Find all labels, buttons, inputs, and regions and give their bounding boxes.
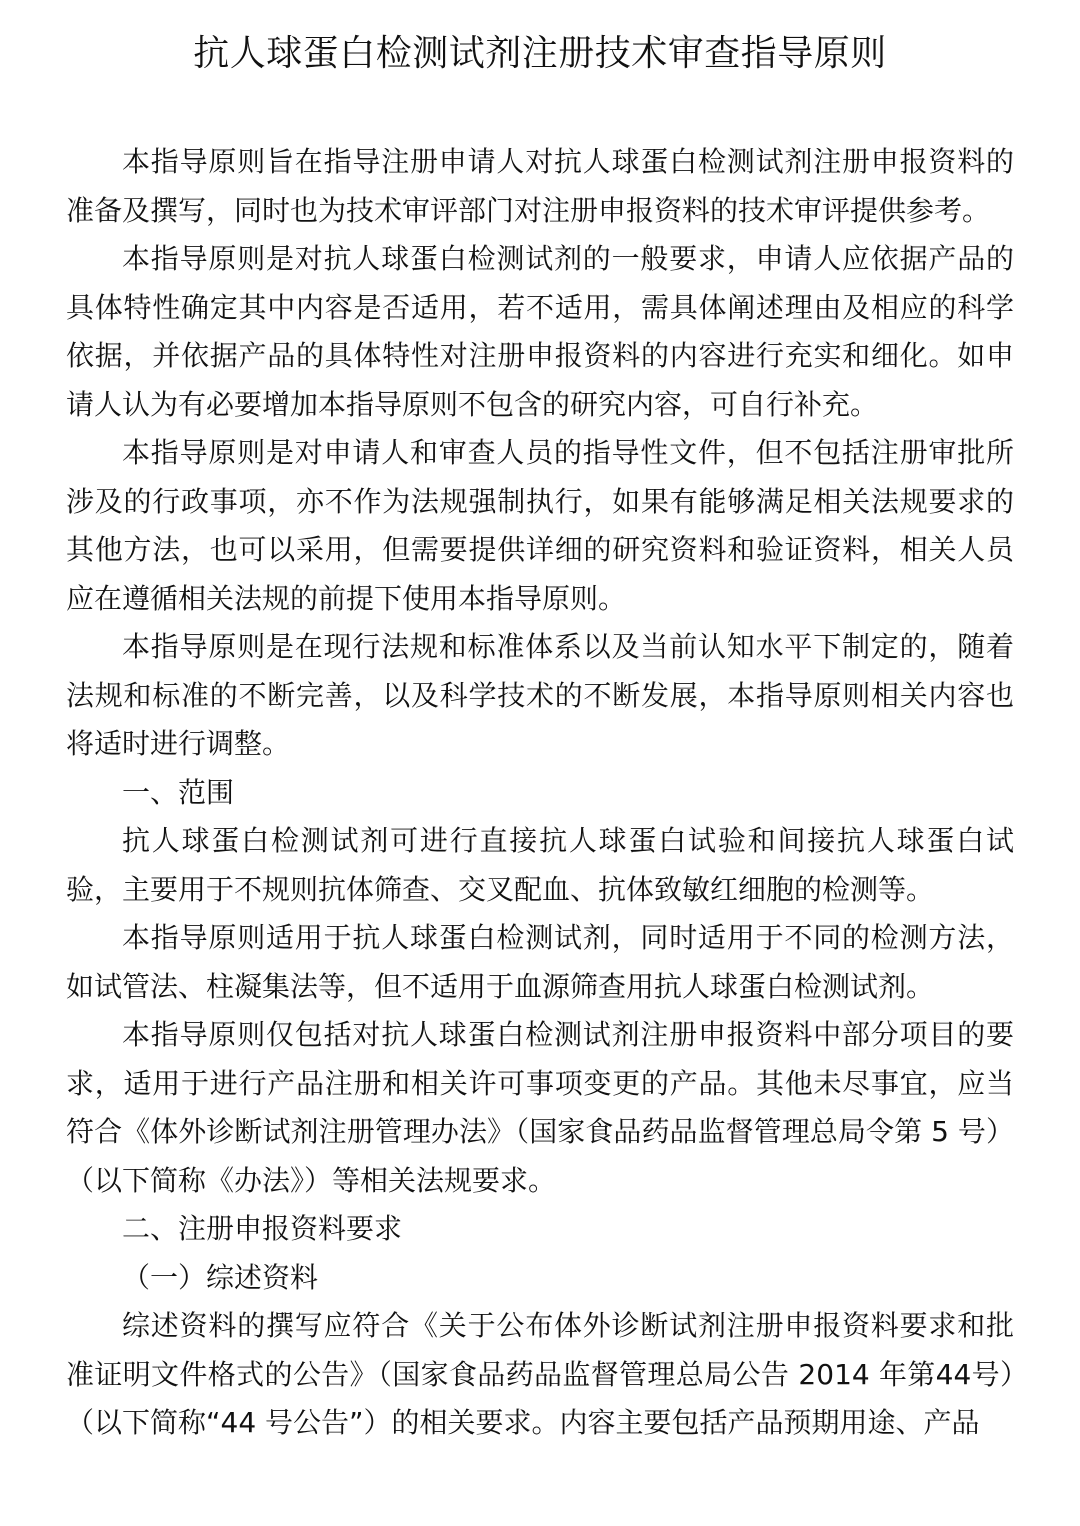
paragraph-adjustment: 本指导原则是在现行法规和标准体系以及当前认知水平下制定的，随着法规和标准的不断完善，以及科学技术的不断发展，本指导原则相关内容也将适时进行调整。 [66,630,1014,760]
paragraph-summary-requirements: 综述资料的撰写应符合《关于公布体外诊断试剂注册申报资料要求和批准证明文件格式的公告》（国家食品药品监督管理总局公告 2014 年第44号）（以下简称“44 号公告”）的相关要求。内容主要包括产品预期用途、产品 [66,1309,1014,1439]
paragraph-guidance-nature: 本指导原则是对申请人和审查人员的指导性文件，但不包括注册审批所涉及的行政事项，亦不作为法规强制执行，如果有能够满足相关法规要求的其他方法，也可以采用，但需要提供详细的研究资料和验证资料，相关人员应在遵循相关法规的前提下使用本指导原则。 [66,436,1014,615]
document-title: 抗人球蛋白检测试剂注册技术审查指导原则 [193,33,887,74]
paragraph-purpose: 本指导原则旨在指导注册申请人对抗人球蛋白检测试剂注册申报资料的准备及撰写，同时也为技术审评部门对注册申报资料的技术审评提供参考。 [66,145,1014,227]
section-heading-scope: 一、范围 [122,775,235,809]
paragraph-test-types: 抗人球蛋白检测试剂可进行直接抗人球蛋白试验和间接抗人球蛋白试验，主要用于不规则抗体筛查、交叉配血、抗体致敏红细胞的检测等。 [66,824,1014,906]
subsection-heading-summary: （一）综述资料 [122,1260,319,1294]
paragraph-coverage: 本指导原则仅包括对抗人球蛋白检测试剂注册申报资料中部分项目的要求，适用于进行产品注册和相关许可事项变更的产品。其他未尽事宜，应当符合《体外诊断试剂注册管理办法》（国家食品药品监督管理总局令第 5 号）（以下简称《办法》）等相关法规要求。 [66,1018,1014,1197]
document-body [66,138,1014,1448]
paragraph-general-requirements: 本指导原则是对抗人球蛋白检测试剂的一般要求，申请人应依据产品的具体特性确定其中内容是否适用，若不适用，需具体阐述理由及相应的科学依据，并依据产品的具体特性对注册申报资料的内容进行充实和细化。如申请人认为有必要增加本指导原则不包含的研究内容，可自行补充。 [66,242,1014,421]
section-heading-registration-requirements: 二、注册申报资料要求 [122,1212,403,1245]
paragraph-applicability: 本指导原则适用于抗人球蛋白检测试剂，同时适用于不同的检测方法，如试管法、柱凝集法等，但不适用于血源筛查用抗人球蛋白检测试剂。 [66,921,1014,1003]
